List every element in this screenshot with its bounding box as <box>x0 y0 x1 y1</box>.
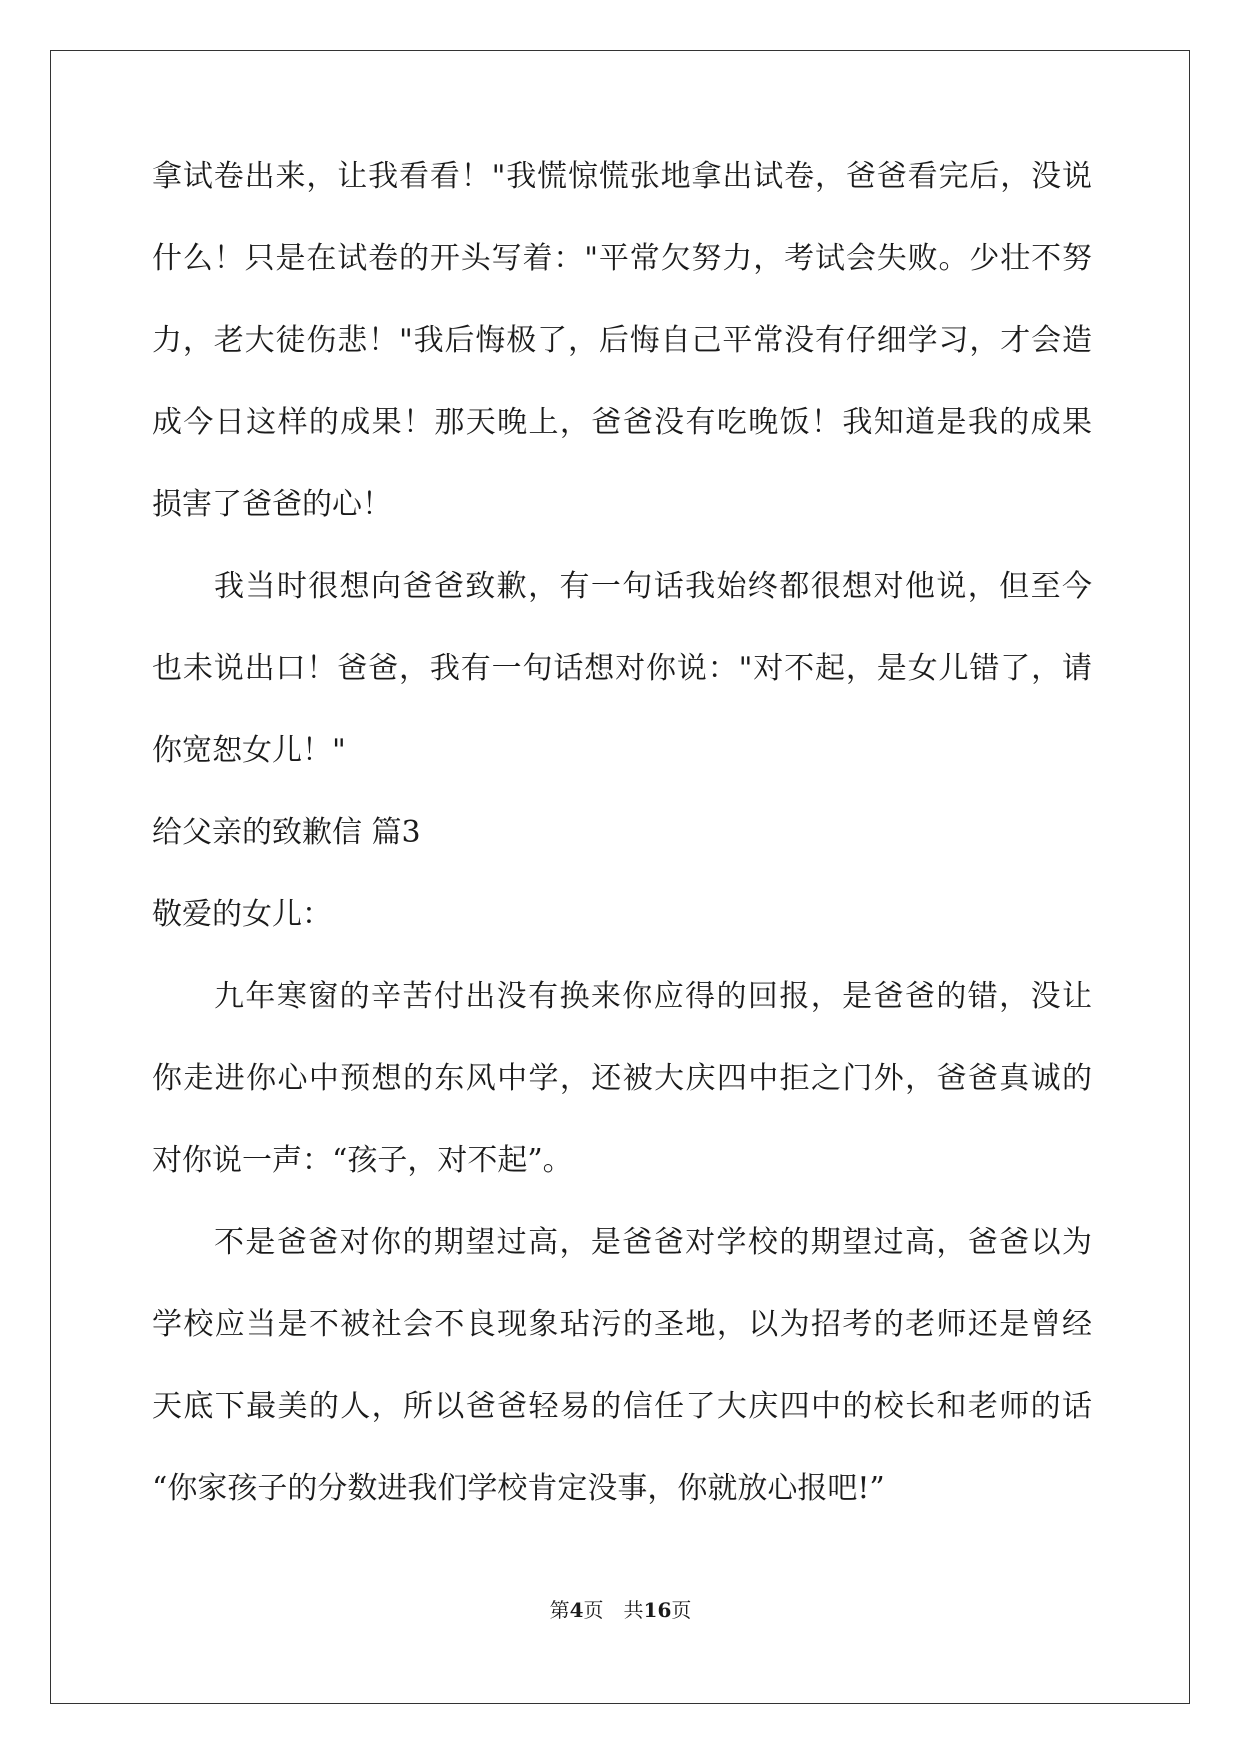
footer-prefix: 第 <box>549 1598 570 1622</box>
text-line: 给父亲的致歉信 篇3 <box>152 815 421 850</box>
footer-middle: 页 共 <box>583 1598 644 1622</box>
footer-total-pages: 16 <box>643 1598 672 1622</box>
footer-page-number: 4 <box>569 1598 584 1622</box>
text-line: 你宽恕女儿！" <box>152 733 346 768</box>
text-line: 成今日这样的成果！那天晚上，爸爸没有吃晚饭！我知道是我的成果 <box>152 405 1092 440</box>
text-line: 力，老大徒伤悲！"我后悔极了，后悔自己平常没有仔细学习，才会造 <box>152 323 1092 358</box>
footer-suffix: 页 <box>671 1598 692 1622</box>
text-line: 天底下最美的人，所以爸爸轻易的信任了大庆四中的校长和老师的话 <box>152 1389 1092 1424</box>
text-line: 什么！只是在试卷的开头写着："平常欠努力，考试会失败。少壮不努 <box>152 241 1092 276</box>
text-line: 拿试卷出来，让我看看！"我慌惊慌张地拿出试卷，爸爸看完后，没说 <box>152 159 1092 194</box>
text-line: 不是爸爸对你的期望过高，是爸爸对学校的期望过高，爸爸以为 <box>214 1225 1092 1260</box>
text-line: 损害了爸爸的心！ <box>152 487 392 522</box>
page-footer <box>0 1594 1241 1623</box>
text-line: 对你说一声：“孩子，对不起”。 <box>152 1143 573 1178</box>
text-line: 也未说出口！爸爸，我有一句话想对你说："对不起，是女儿错了，请 <box>152 651 1092 686</box>
text-line: “你家孩子的分数进我们学校肯定没事，你就放心报吧!” <box>152 1471 885 1506</box>
text-line: 敬爱的女儿： <box>152 897 332 932</box>
text-line: 你走进你心中预想的东风中学，还被大庆四中拒之门外，爸爸真诚的 <box>152 1061 1092 1096</box>
document-body <box>152 156 1092 1550</box>
text-line: 我当时很想向爸爸致歉，有一句话我始终都很想对他说，但至今 <box>214 569 1092 604</box>
text-line: 学校应当是不被社会不良现象玷污的圣地，以为招考的老师还是曾经 <box>152 1307 1092 1342</box>
text-line: 九年寒窗的辛苦付出没有换来你应得的回报，是爸爸的错，没让 <box>214 979 1092 1014</box>
